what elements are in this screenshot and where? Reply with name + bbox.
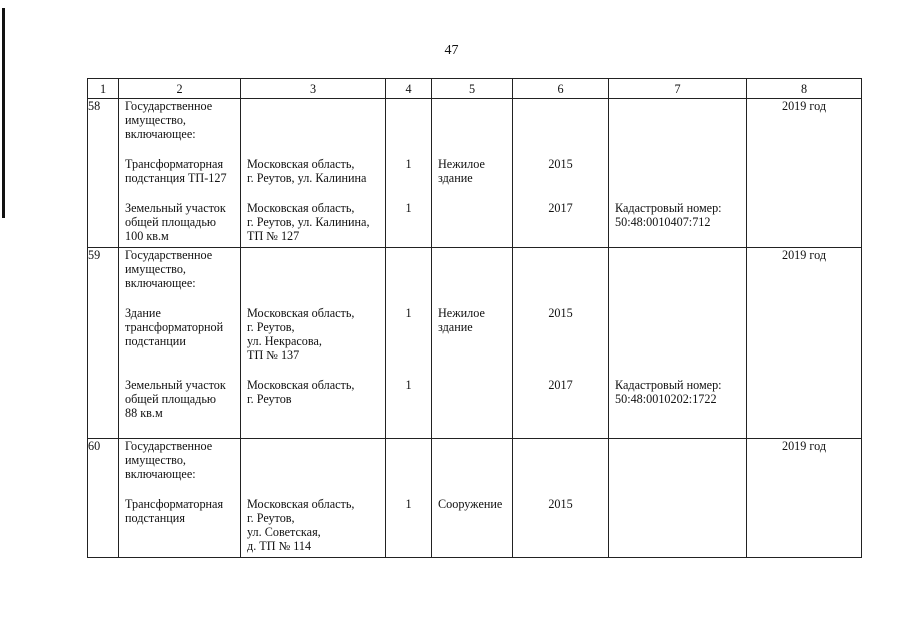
group-title: Государственное имущество, включающее: <box>125 439 213 481</box>
header-cell-1: 1 <box>88 79 119 99</box>
item-name: Трансформаторная подстанция <box>125 497 224 525</box>
note-cell <box>609 99 747 248</box>
kind-cell <box>432 439 513 558</box>
quantity-cell <box>386 439 432 558</box>
table-row <box>88 99 862 248</box>
item-year-built: 2015 <box>548 306 573 320</box>
item-year-built: 2015 <box>548 157 573 171</box>
address-cell <box>241 248 386 439</box>
year-built-cell <box>513 439 609 558</box>
row-number: 59 <box>88 248 119 439</box>
scan-edge-mark <box>2 8 5 218</box>
item-name: Трансформаторная подстанция ТП-127 <box>125 157 227 185</box>
address-cell <box>241 439 386 558</box>
group-title: Государственное имущество, включающее: <box>125 248 213 290</box>
item-quantity: 1 <box>405 497 412 511</box>
cadastral-number: Кадастровый номер: 50:48:0010407:712 <box>615 201 722 229</box>
table-row <box>88 439 862 558</box>
kind-cell <box>432 99 513 248</box>
item-address: Московская область, г. Реутов <box>247 378 355 406</box>
item-name: Здание трансформаторной подстанции <box>125 306 224 348</box>
item-year-built: 2017 <box>548 201 573 215</box>
header-cell-4: 4 <box>386 79 432 99</box>
group-title: Государственное имущество, включающее: <box>125 99 213 141</box>
header-cell-6: 6 <box>513 79 609 99</box>
quantity-cell <box>386 248 432 439</box>
transfer-year-cell: 2019 год <box>747 248 862 439</box>
column-number-row <box>88 79 862 99</box>
note-cell <box>609 248 747 439</box>
row-number: 60 <box>88 439 119 558</box>
year-built-cell <box>513 99 609 248</box>
transfer-year-cell: 2019 год <box>747 99 862 248</box>
item-kind: Сооружение <box>438 497 503 511</box>
item-year-built: 2017 <box>548 378 573 392</box>
item-address: Московская область, г. Реутов, ул. Калинина <box>247 157 367 185</box>
item-address: Московская область, г. Реутов, ул. Советская, д. ТП № 114 <box>247 497 355 553</box>
header-cell-3: 3 <box>241 79 386 99</box>
header-cell-2: 2 <box>119 79 241 99</box>
item-name: Земельный участок общей площадью 88 кв.м <box>125 378 226 420</box>
item-quantity: 1 <box>405 306 412 320</box>
header-cell-5: 5 <box>432 79 513 99</box>
row-number: 58 <box>88 99 119 248</box>
object-name-cell <box>119 248 241 439</box>
page-number: 47 <box>444 43 459 58</box>
property-registry-table <box>87 78 862 558</box>
item-address: Московская область, г. Реутов, ул. Калинина, ТП № 127 <box>247 201 370 243</box>
object-name-cell <box>119 439 241 558</box>
header-cell-7: 7 <box>609 79 747 99</box>
cadastral-number: Кадастровый номер: 50:48:0010202:1722 <box>615 378 722 406</box>
item-name: Земельный участок общей площадью 100 кв.м <box>125 201 226 243</box>
object-name-cell <box>119 99 241 248</box>
item-kind: Нежилое здание <box>438 306 485 334</box>
quantity-cell <box>386 99 432 248</box>
kind-cell <box>432 248 513 439</box>
item-quantity: 1 <box>405 201 412 215</box>
item-quantity: 1 <box>405 157 412 171</box>
item-kind: Нежилое здание <box>438 157 485 185</box>
item-address: Московская область, г. Реутов, ул. Некрасова, ТП № 137 <box>247 306 355 362</box>
transfer-year-cell: 2019 год <box>747 439 862 558</box>
address-cell <box>241 99 386 248</box>
table-row <box>88 248 862 439</box>
item-quantity: 1 <box>405 378 412 392</box>
item-year-built: 2015 <box>548 497 573 511</box>
header-cell-8: 8 <box>747 79 862 99</box>
note-cell <box>609 439 747 558</box>
year-built-cell <box>513 248 609 439</box>
